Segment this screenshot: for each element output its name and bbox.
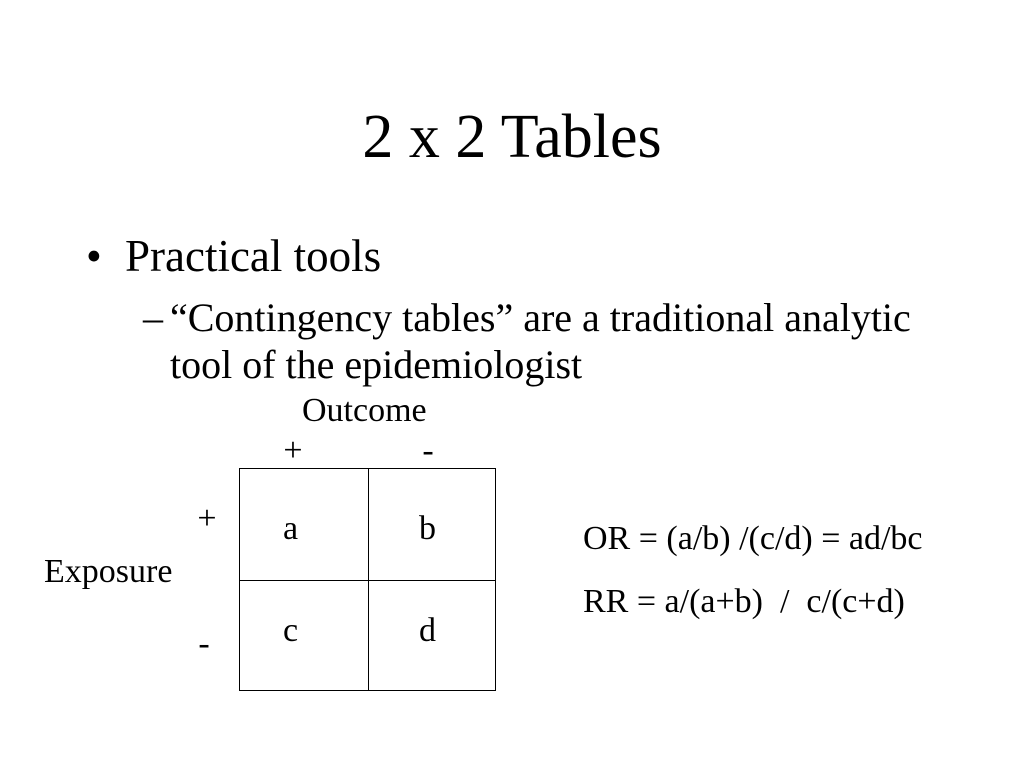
cell-label-b: b	[419, 509, 436, 547]
cell-label-a: a	[283, 509, 299, 547]
sub-bullet-marker: –	[143, 295, 163, 340]
sub-bullet-contingency-tables: “Contingency tables” are a traditional analytic tool of the epidemiologist	[170, 295, 911, 387]
exposure-positive-header: +	[197, 500, 217, 537]
cell-label-d: d	[419, 611, 436, 649]
odds-ratio-formula: OR = (a/b) /(c/d) = ad/bc	[583, 520, 923, 557]
outcome-positive-header: +	[283, 432, 303, 469]
slide-title: 2 x 2 Tables	[362, 103, 662, 171]
table-cell-c	[240, 581, 368, 689]
cell-label-c: c	[283, 611, 299, 649]
bullet-marker: •	[86, 231, 102, 281]
outcome-label: Outcome	[302, 392, 427, 429]
exposure-label: Exposure	[44, 553, 173, 590]
bullet-practical-tools: Practical tools	[125, 231, 382, 281]
contingency-table	[239, 468, 496, 691]
table-cell-b	[369, 469, 494, 580]
outcome-negative-header: -	[422, 432, 434, 469]
table-cell-d	[369, 581, 494, 689]
relative-risk-formula: RR = a/(a+b) / c/(c+d)	[583, 583, 905, 620]
table-cell-a	[240, 469, 368, 580]
exposure-negative-header: -	[198, 625, 210, 662]
